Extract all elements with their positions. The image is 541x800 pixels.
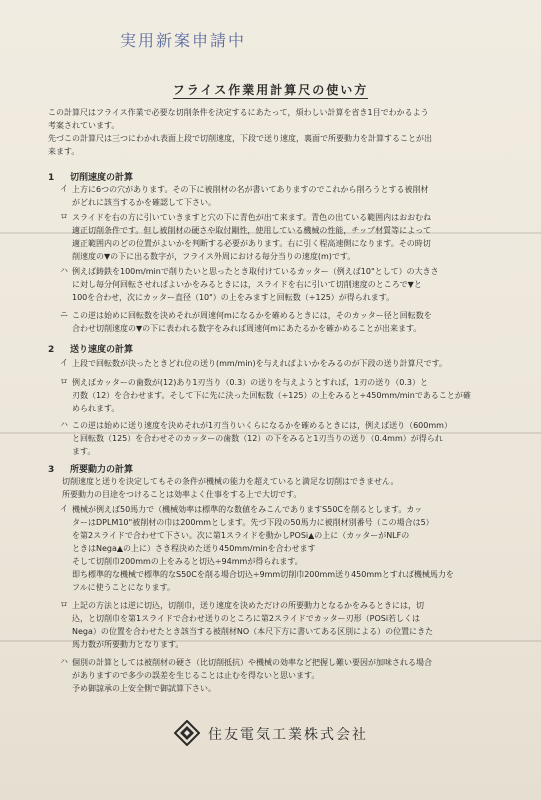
- lead-line: 所要動力の目途をつけることは効率よく仕事をする上で大切です。: [62, 490, 302, 499]
- section2-item-ro: [72, 376, 471, 415]
- section2-item-ha: [72, 419, 452, 458]
- section1-item-ha: [72, 265, 439, 304]
- section-number: 3: [48, 465, 55, 475]
- item-line: 例えば鋳鉄を100m/minで削りたいと思ったとき取付けているカッター（例えば10"として）の大きさ: [72, 267, 439, 276]
- intro-line: この計算尺はフライス作業で必要な切削条件を決定するにあたって，煩わしい計算を省き1目でわかるよう: [48, 108, 429, 117]
- item-line: 100を合わせ，次にカッター直径（10"）の上をみますと回転数（÷125）が得られます。: [72, 293, 395, 302]
- item-line: 予め御諒承の上安全側で御試算下さい。: [72, 684, 216, 693]
- section-title: 切削速度の計算: [70, 173, 134, 183]
- item-line: 合わせ切削速度の▼の下に表われる数字をみれば周速何mにあたるかを確かめることが出来ます。: [72, 324, 422, 333]
- company-logo-icon: [174, 720, 200, 746]
- item-mark: ハ: [60, 266, 68, 275]
- item-mark: ロ: [60, 212, 68, 221]
- item-line: 適正範囲内のどの位置がよいかを判断する必要があります。右に引く程高速側になります。その時切: [72, 239, 431, 248]
- item-mark: ハ: [60, 420, 68, 429]
- section3-item-ro: [72, 599, 433, 651]
- item-line: スライドを右の方に引いていきますと穴の下に青色が出て来ます。青色の出ている範囲内はおおむね: [72, 213, 432, 222]
- section1-item-ro: [72, 211, 431, 263]
- item-line: められます。: [72, 404, 120, 413]
- section-number: 2: [48, 345, 55, 355]
- section2-heading: [48, 342, 133, 355]
- section-title: 送り速度の計算: [70, 345, 134, 355]
- section1-item-ni: [72, 309, 432, 335]
- item-line: この逆は始めに回転数を決めそれが周速何mになるかを確めるときには，そのカッター径と回転数を: [72, 311, 432, 320]
- item-mark: イ: [60, 184, 68, 193]
- item-line: 込，と切削巾を第1スライドで合わせ送りのところに第2スライドでカッター刃形（POSi若しくは: [72, 614, 421, 623]
- item-line: 上段で回転数が決ったときどれ位の送り(mm/min)を与えればよいかをみるのが下段の送り計算尺です。: [72, 359, 447, 368]
- intro-line: 来ます。: [48, 147, 80, 156]
- item-line: がどれに該当するかを確認して下さい。: [72, 198, 216, 207]
- company-name: 住友電気工業株式会社: [208, 727, 368, 743]
- section3-item-ha: [72, 656, 432, 695]
- item-line: この逆は始めに送り速度を決めそれが1刃当りいくらになるかを確めるときには，例えば送り（600mm）: [72, 421, 452, 430]
- item-mark: ロ: [60, 377, 68, 386]
- section-title: 所要動力の計算: [70, 465, 134, 475]
- item-line: 適正切削条件です。但し被削材の硬さや取付剛性，使用している機械の性能，チップ材質等によって: [72, 226, 432, 235]
- item-line: Nega）の位置を合わせたとき該当する被削材NO（本尺下方に書いてある区別による）の位置にきた: [72, 627, 434, 636]
- item-line: 馬力数が所要動力となります。: [72, 640, 184, 649]
- item-line: そして切削巾200mmの上をみると切込÷94mmが得られます。: [72, 557, 303, 566]
- item-mark: ロ: [60, 600, 68, 609]
- item-line: ます。: [72, 447, 96, 456]
- lead-line: 切削速度と送りを決定してもその条件が機械の能力を超えていると満足な切削はできません。: [62, 477, 399, 486]
- item-mark: ニ: [60, 310, 68, 319]
- item-line: 例えばカッターの歯数が(12)あり1刃当り（0.3）の送りを与えようとすれば，1刃の送り（0.3）と: [72, 378, 428, 387]
- item-line: 刃数（12）を合わせます。そして下に先に決った回転数（÷125）の上をみると÷450mm/minであることが確: [72, 391, 471, 400]
- item-line: と回転数（125）を合わせそのカッターの歯数（12）の下をみると1刃当りの送り（0.4mm）が得られ: [72, 434, 443, 443]
- item-line: を第2スライドで合わせて下さい。次に第1スライドを動かしPOSi▲の上に（カッターがNLFの: [72, 531, 410, 540]
- item-mark: イ: [60, 358, 68, 367]
- title-text: フライス作業用計算尺の使い方: [172, 83, 369, 97]
- item-mark: ハ: [60, 657, 68, 666]
- intro-line: 考案されています。: [48, 121, 120, 130]
- intro-paragraph: [48, 106, 432, 158]
- section3-heading: [48, 462, 133, 475]
- item-line: がありますので多少の誤差を生じることは止むを得ないと思います。: [72, 671, 320, 680]
- item-line: フルに使うことになります。: [72, 583, 176, 592]
- section1-heading: [48, 170, 133, 183]
- page-title: [0, 81, 541, 98]
- section3-item-i: [72, 503, 454, 594]
- section3-lead: [62, 475, 398, 501]
- item-line: 上方に6つの穴があります。その下に被削材の名が書いてありますのでこれから削ろうとする被削材: [72, 185, 429, 194]
- item-line: 機械が例えば50馬力で（機械効率は標準的な数値をみこんでありますS50Cを削るとします。カッ: [72, 505, 423, 514]
- item-line: 削速度の▼の下に出る数字が，フライス外周における毎分当りの速度(m)です。: [72, 252, 356, 261]
- patent-pending-stamp: 実用新案申請中: [120, 31, 247, 50]
- item-line: 上記の方法とは逆に切込，切削巾，送り速度を決めただけの所要動力となるかをみるときには，切: [72, 601, 424, 610]
- section2-item-i: [72, 357, 447, 370]
- section1-item-i: [72, 183, 428, 209]
- item-line: 即ち標準的な機械で標準的なS50Cを削る場合切込÷9mm切削巾200mm送り450mmとすれば機械馬力を: [72, 570, 454, 579]
- item-line: ときはNega▲の上に）さき程決めた送り450mm/minを合わせます: [72, 544, 316, 553]
- item-mark: イ: [60, 504, 68, 513]
- item-line: ターはDPLM10"被削材の巾は200mmとします。先づ下段の50馬力に被削材別番号（この場合は5）: [72, 518, 434, 527]
- intro-line: 先づこの計算尺は三つにわかれ表面上段で切削速度，下段で送り速度，裏面で所要動力を計算することが出: [48, 134, 432, 143]
- item-line: 個別の計算としては被削材の硬さ（比切削抵抗）や機械の効率など把握し難い要因が加味される場合: [72, 658, 432, 667]
- item-line: に対し毎分何回転させればよいかをみるときには，スライドを右に引いて切削速度のところで▼と: [72, 280, 422, 289]
- section-number: 1: [48, 173, 55, 183]
